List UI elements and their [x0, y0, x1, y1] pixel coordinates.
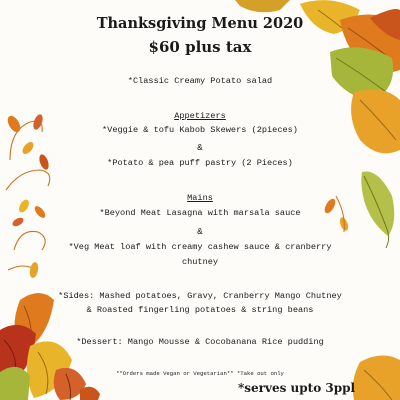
footnote: **Orders made Vegan or Vegetarian** *Take out only — [116, 370, 284, 377]
appetizer-ampersand: & — [197, 143, 203, 153]
main-ampersand: & — [197, 227, 203, 237]
main-item-1: *Beyond Meat Lasagna with marsala sauce — [99, 208, 301, 218]
menu-title: Thanksgiving Menu 2020 — [96, 15, 304, 32]
menu-price: $60 plus tax — [148, 38, 252, 56]
sides-line-2: & Roasted fingerling potatoes & string beans — [86, 305, 314, 315]
dessert-item: *Dessert: Mango Mousse & Cocobanana Rice pudding — [76, 337, 324, 347]
bottom-right-leaves — [353, 355, 400, 400]
sides-line-1: *Sides: Mashed potatoes, Gravy, Cranberry Mango Chutney — [58, 291, 342, 301]
appetizer-item-2: *Potato & pea puff pastry (2 Pieces) — [107, 158, 293, 168]
main-item-2-line-1: *Veg Meat loaf with creamy cashew sauce & cranberry — [68, 242, 332, 252]
mains-heading: Mains — [187, 193, 213, 203]
main-item-2-line-2: chutney — [181, 257, 219, 267]
salad-item: *Classic Creamy Potato salad — [127, 76, 273, 86]
appetizers-heading: Appetizers — [174, 111, 226, 121]
appetizer-item-1: *Veggie & tofu Kabob Skewers (2pieces) — [102, 125, 298, 135]
serves-note: *serves upto 3ppl — [238, 381, 356, 395]
